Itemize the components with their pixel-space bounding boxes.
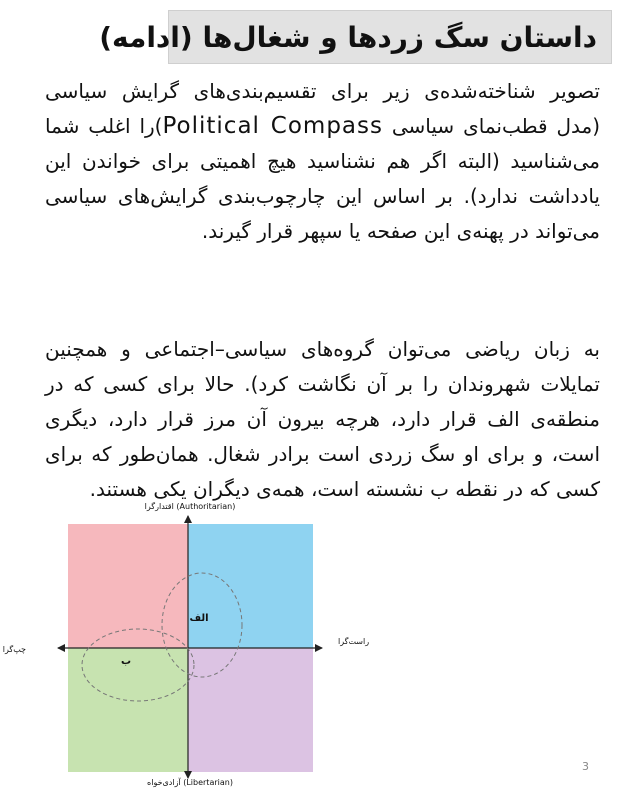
axis-label-libertarian: آزادی‌خواه (Libertarian) xyxy=(147,778,233,787)
page-title: داستان سگ زردها و شغال‌ها (ادامه) xyxy=(168,10,612,64)
political-compass-diagram xyxy=(0,500,370,800)
paragraph-explanation: به زبان ریاضی می‌توان گروه‌های سیاسی–اجتماعی و همچنین تمایلات شهروندان را بر آن نگاشت کرد). حالا برای کسی که در منطقه‌ی الف قرار دارد، هرچه بیرون آن مرز قرار دارد، دیگری است، و برای او سگ زردی است برادر شغال. همان‌طور که برای کسی که در نقطه ب نشسته است، همه‌ی دیگران یکی هستند. xyxy=(45,337,600,501)
region-a-label: الف xyxy=(189,613,209,624)
region-b-label: ب xyxy=(120,656,132,667)
axis-label-left: چپ‌گرا xyxy=(2,645,26,654)
axis-label-right: راست‌گرا xyxy=(338,637,370,646)
quadrant-libertarian-right xyxy=(188,648,313,772)
page-number: 3 xyxy=(582,760,589,773)
paragraph-intro xyxy=(45,74,600,249)
axis-label-authoritarian: اقتدارگرا (Authoritarian) xyxy=(144,502,236,511)
political-compass-term: Political Compass xyxy=(162,113,383,139)
quadrant-authoritarian-right xyxy=(188,524,313,648)
paragraph-intro-part1: تصویر شناخته‌شده‌ی زیر برای تقسیم‌بندی‌های گرایش سیاسی (مدل قطب‌نمای سیاسی xyxy=(45,79,600,138)
quadrant-authoritarian-left xyxy=(68,524,188,648)
paragraph-intro-part2: )را اغلب شما می‌شناسید (البته اگر هم نشناسید هیچ اهمیتی برای خواندن این یادداشت ندارد). بر اساس این چارچوب‌بندی گرایش‌های سیاسی می‌تواند در پهنه‌ی این صفحه یا سپهر قرار گیرند. xyxy=(45,114,600,243)
